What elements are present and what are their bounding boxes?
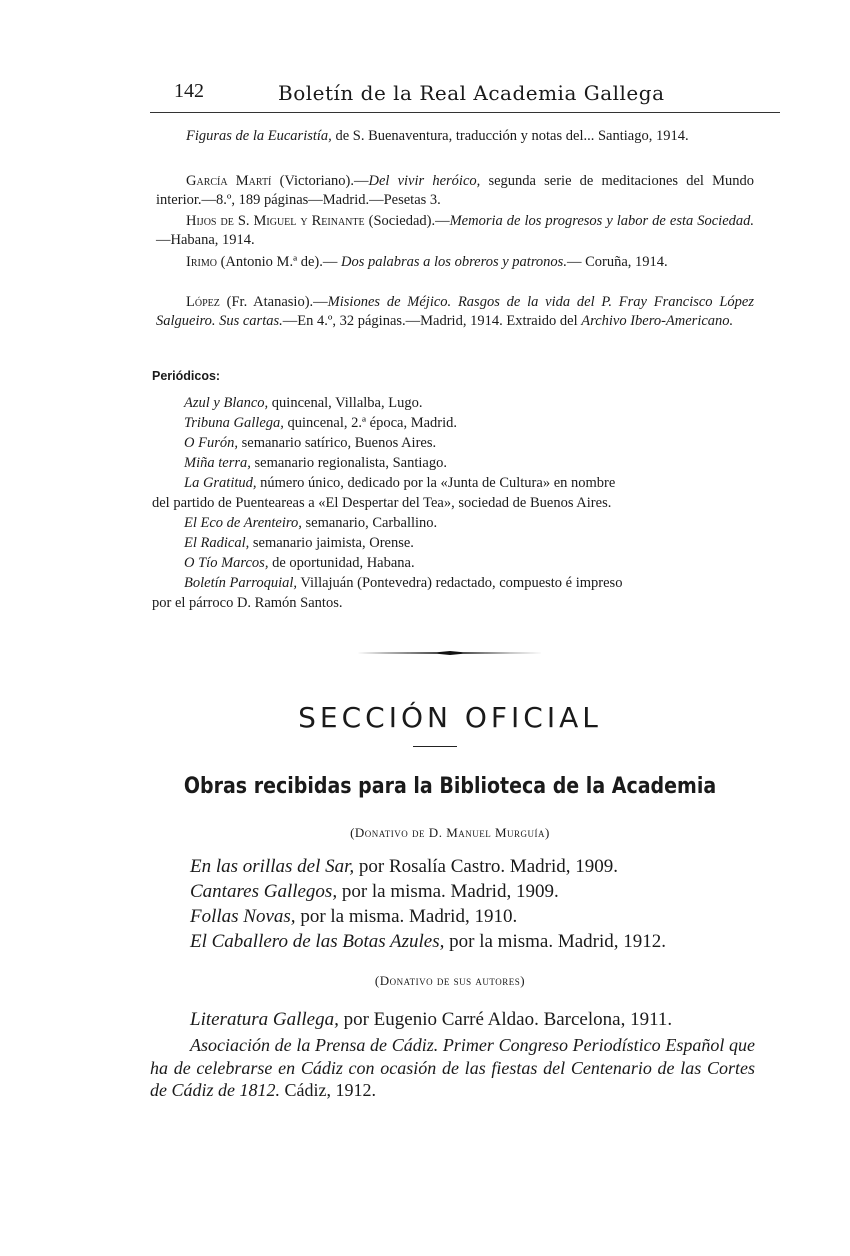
book-item xyxy=(190,931,666,953)
entry-title: Memoria de los progresos y labor de esta Sociedad. xyxy=(449,213,755,229)
entry-rest: de S. Buenaventura, traducción y notas del... Santiago, 1914. xyxy=(331,128,689,144)
periodico-title: O Tío Marcos, xyxy=(184,555,269,571)
book-title: El Caballero de las Botas Azules, xyxy=(190,931,445,952)
periodico-title: Miña terra, xyxy=(184,455,251,471)
section-subtitle: Obras recibidas para la Biblioteca de la Academia xyxy=(183,773,717,799)
periodico-title: Boletín Parroquial, xyxy=(184,575,298,591)
header-rule xyxy=(150,112,780,113)
periodico-item xyxy=(184,514,437,533)
section-title: SECCIÓN OFICIAL xyxy=(298,701,602,734)
book-item xyxy=(190,881,559,903)
entry-irimo xyxy=(156,253,754,272)
entry-pre: (Fr. Atanasio).— xyxy=(219,294,328,310)
entry-title: Dos palabras a los obreros y patronos. xyxy=(340,254,567,270)
book-rest: por Rosalía Castro. Madrid, 1909. xyxy=(354,856,619,877)
entry-author: García Martí xyxy=(186,173,272,189)
entry-title: Misiones de Méjico. Rasgos de la vida del P. Fray Francisco López Salgueiro. Sus cartas. xyxy=(156,294,754,330)
periodico-continuation: del partido de Puenteareas a «El Despertar del Tea», sociedad de Buenos Aires. xyxy=(152,495,612,511)
periodico-title: Azul y Blanco, xyxy=(184,395,269,411)
periodico-rest: Villajuán (Pontevedra) redactado, compuesto é impreso xyxy=(297,575,623,591)
page-number: 142 xyxy=(174,80,204,102)
book-title: Follas Novas, xyxy=(190,906,296,927)
periodico-rest: número único, dedicado por la «Junta de Cultura» en nombre xyxy=(256,475,616,491)
entry-pre: (Antonio M.ª de).— xyxy=(216,254,341,270)
book-rest: por la misma. Madrid, 1909. xyxy=(337,881,559,902)
periodico-rest: de oportunidad, Habana. xyxy=(268,555,415,571)
entry-title-2: Archivo Ibero-Americano. xyxy=(581,313,734,330)
section-rule xyxy=(413,746,457,747)
entry-author: Irimo xyxy=(186,254,217,270)
periodico-title: La Gratitud, xyxy=(184,475,257,491)
entry-rest: — Coruña, 1914. xyxy=(566,254,668,270)
periodico-rest: semanario jaimista, Orense. xyxy=(249,535,414,551)
donativo-autores: (Donativo de sus autores) xyxy=(374,973,526,988)
entry-rest: —En 4.º, 32 páginas.—Madrid, 1914. Extraido del xyxy=(282,313,582,330)
periodico-rest: quincenal, Villalba, Lugo. xyxy=(268,395,423,411)
periodico-rest: semanario, Carballino. xyxy=(301,515,438,531)
book-item xyxy=(190,1009,672,1031)
periodico-title: O Furón, xyxy=(184,435,238,451)
book-rest: por la misma. Madrid, 1910. xyxy=(295,906,518,927)
book-title: Literatura Gallega, xyxy=(190,1009,339,1030)
entry-author: Hijos de S. Miguel y Reinante xyxy=(186,213,365,229)
periodico-rest: quincenal, 2.ª época, Madrid. xyxy=(283,415,458,431)
book-item xyxy=(190,856,618,878)
periodico-title: Tribuna Gallega, xyxy=(184,415,284,431)
periodico-title: El Eco de Arenteiro, xyxy=(184,515,302,531)
entry-garcia-marti xyxy=(156,172,754,210)
book-title: Cantares Gallegos, xyxy=(190,881,338,902)
periodico-item xyxy=(184,474,615,493)
periodico-item xyxy=(184,434,436,453)
entry-lopez xyxy=(156,293,754,331)
periodico-continuation: por el párroco D. Ramón Santos. xyxy=(152,595,343,611)
periodico-rest: semanario satírico, Buenos Aires. xyxy=(237,435,437,451)
entry-title: Del vivir heróico, xyxy=(368,173,481,189)
book-item xyxy=(190,906,517,928)
entry-rest: —Habana, 1914. xyxy=(156,232,255,249)
book-rest: Cádiz, 1912. xyxy=(280,1080,376,1100)
entry-title: Figuras de la Eucaristía, xyxy=(186,128,332,144)
periodico-item xyxy=(184,414,457,433)
periodico-item xyxy=(184,454,447,473)
periodico-item xyxy=(184,534,414,553)
periodicos-heading: Periódicos: xyxy=(152,369,221,383)
donativo-murguia: (Donativo de D. Manuel Murguía) xyxy=(350,825,550,840)
book-title: En las orillas del Sar, xyxy=(190,856,355,877)
entry-rest: segunda serie de meditaciones del Mundo interior.—8.º, 189 páginas—Madrid.—Pesetas 3. xyxy=(156,173,754,209)
entry-author: López xyxy=(186,294,220,310)
entry-pre: (Victoriano).— xyxy=(271,173,369,189)
running-title: Boletín de la Real Academia Gallega xyxy=(278,81,665,105)
entry-pre: (Sociedad).— xyxy=(364,213,450,229)
periodico-item xyxy=(184,574,622,593)
book-rest: por la misma. Madrid, 1912. xyxy=(444,931,667,952)
periodico-title: El Radical, xyxy=(184,535,250,551)
entry-figuras xyxy=(156,127,754,146)
entry-hijos xyxy=(156,212,754,250)
ornament-divider xyxy=(357,651,543,655)
book-title: Asociación de la Prensa de Cádiz. Primer Congreso Periodístico Español que ha de celebrarse en Cádiz con ocasión de las fiestas del Centenario de las Cortes de Cádiz de 1812. xyxy=(150,1035,755,1100)
periodico-item xyxy=(184,394,422,413)
periodico-rest: semanario regionalista, Santiago. xyxy=(250,455,447,471)
periodico-item xyxy=(184,554,415,573)
book-item-asociacion xyxy=(150,1034,755,1102)
book-rest: por Eugenio Carré Aldao. Barcelona, 1911. xyxy=(338,1009,673,1030)
